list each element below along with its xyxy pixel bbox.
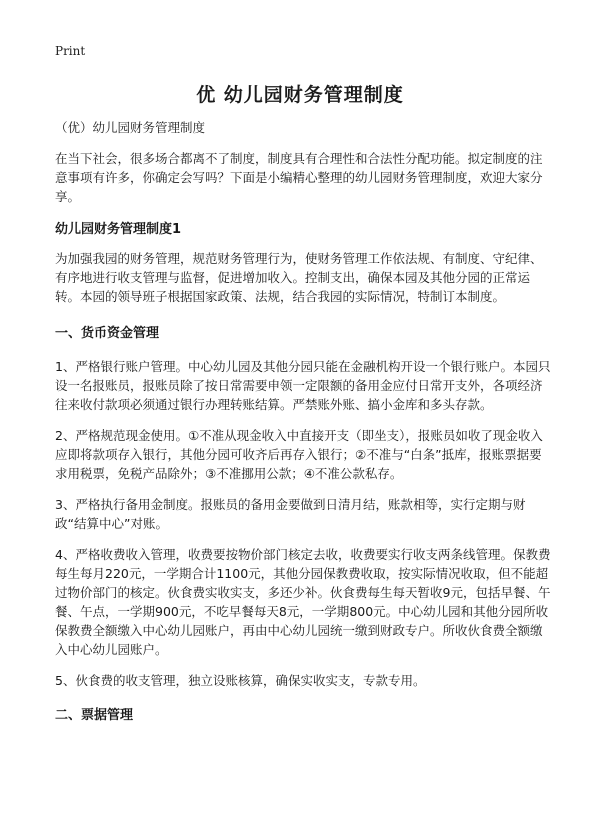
list-item: 3、严格执行备用金制度。报账员的备用金要做到日清月结，账款相等，实行定期与财政“结算中心”对账。 (55, 497, 526, 531)
section-title: 幼儿园财务管理制度1 (55, 222, 182, 237)
list-item: 4、严格收费收入管理，收费要按物价部门核定去收，收费要实行收支两条线管理。保教费每生每月220元，一学期合计1100元，其他分园保教费收取，按实际情况收取，但不能超过物价部门的核定。伙食费实收实支，多还少补。伙食费每生每天暂收9元，包括早餐、午餐、午点，一学期900元，不吃早餐每天8元，一学期800元。中心幼儿园和其他分园所收保教费全额缴入中心幼儿园账户，再由中心幼儿园统一缴到财政专户。所收伙食费全额缴入中心幼儿园账户。 (55, 547, 551, 657)
heading-bill-management: 二、票据管理 (55, 708, 134, 723)
document-body (55, 118, 553, 725)
print-label[interactable]: Print (55, 44, 86, 58)
list-item: 2、严格规范现金使用。①不准从现金收入中直接开支（即坐支），报账员如收了现金收入应即将款项存入银行，其他分园可收齐后再存入银行；②不准与“白条”抵库，报账票据要求用税票，免税产品除外；③不准挪用公款；④不准公款私存。 (55, 428, 543, 481)
list-item: 5、伙食费的收支管理，独立设账核算，确保实收实支，专款专用。 (55, 673, 426, 688)
intro-paragraph: 在当下社会，很多场合都离不了制度，制度具有合理性和合法性分配功能。拟定制度的注意事项有许多，你确定会写吗？下面是小编精心整理的幼儿园财务管理制度，欢迎大家分享。 (55, 151, 543, 204)
page-title: 优 幼儿园财务管理制度 (196, 84, 404, 106)
heading-currency-management: 一、货币资金管理 (55, 326, 160, 341)
list-item: 1、严格银行账户管理。中心幼儿园及其他分园只能在金融机构开设一个银行账户。本园只设一名报账员，报账员除了按日常需要申领一定限额的备用金应付日常开支外，各项经济往来收付款项必须通过银行办理转账结算。严禁账外账、搞小金库和多头存款。 (55, 359, 551, 412)
document-subtitle: （优）幼儿园财务管理制度 (55, 120, 206, 135)
section-intro-paragraph: 为加强我园的财务管理，规范财务管理行为，使财务管理工作依法规、有制度、守纪律、有序地进行收支管理与监督，促进增加收入。控制支出，确保本园及其他分园的正常运转。本园的领导班子根据国家政策、法规，结合我园的实际情况，特制订本制度。 (55, 251, 543, 304)
